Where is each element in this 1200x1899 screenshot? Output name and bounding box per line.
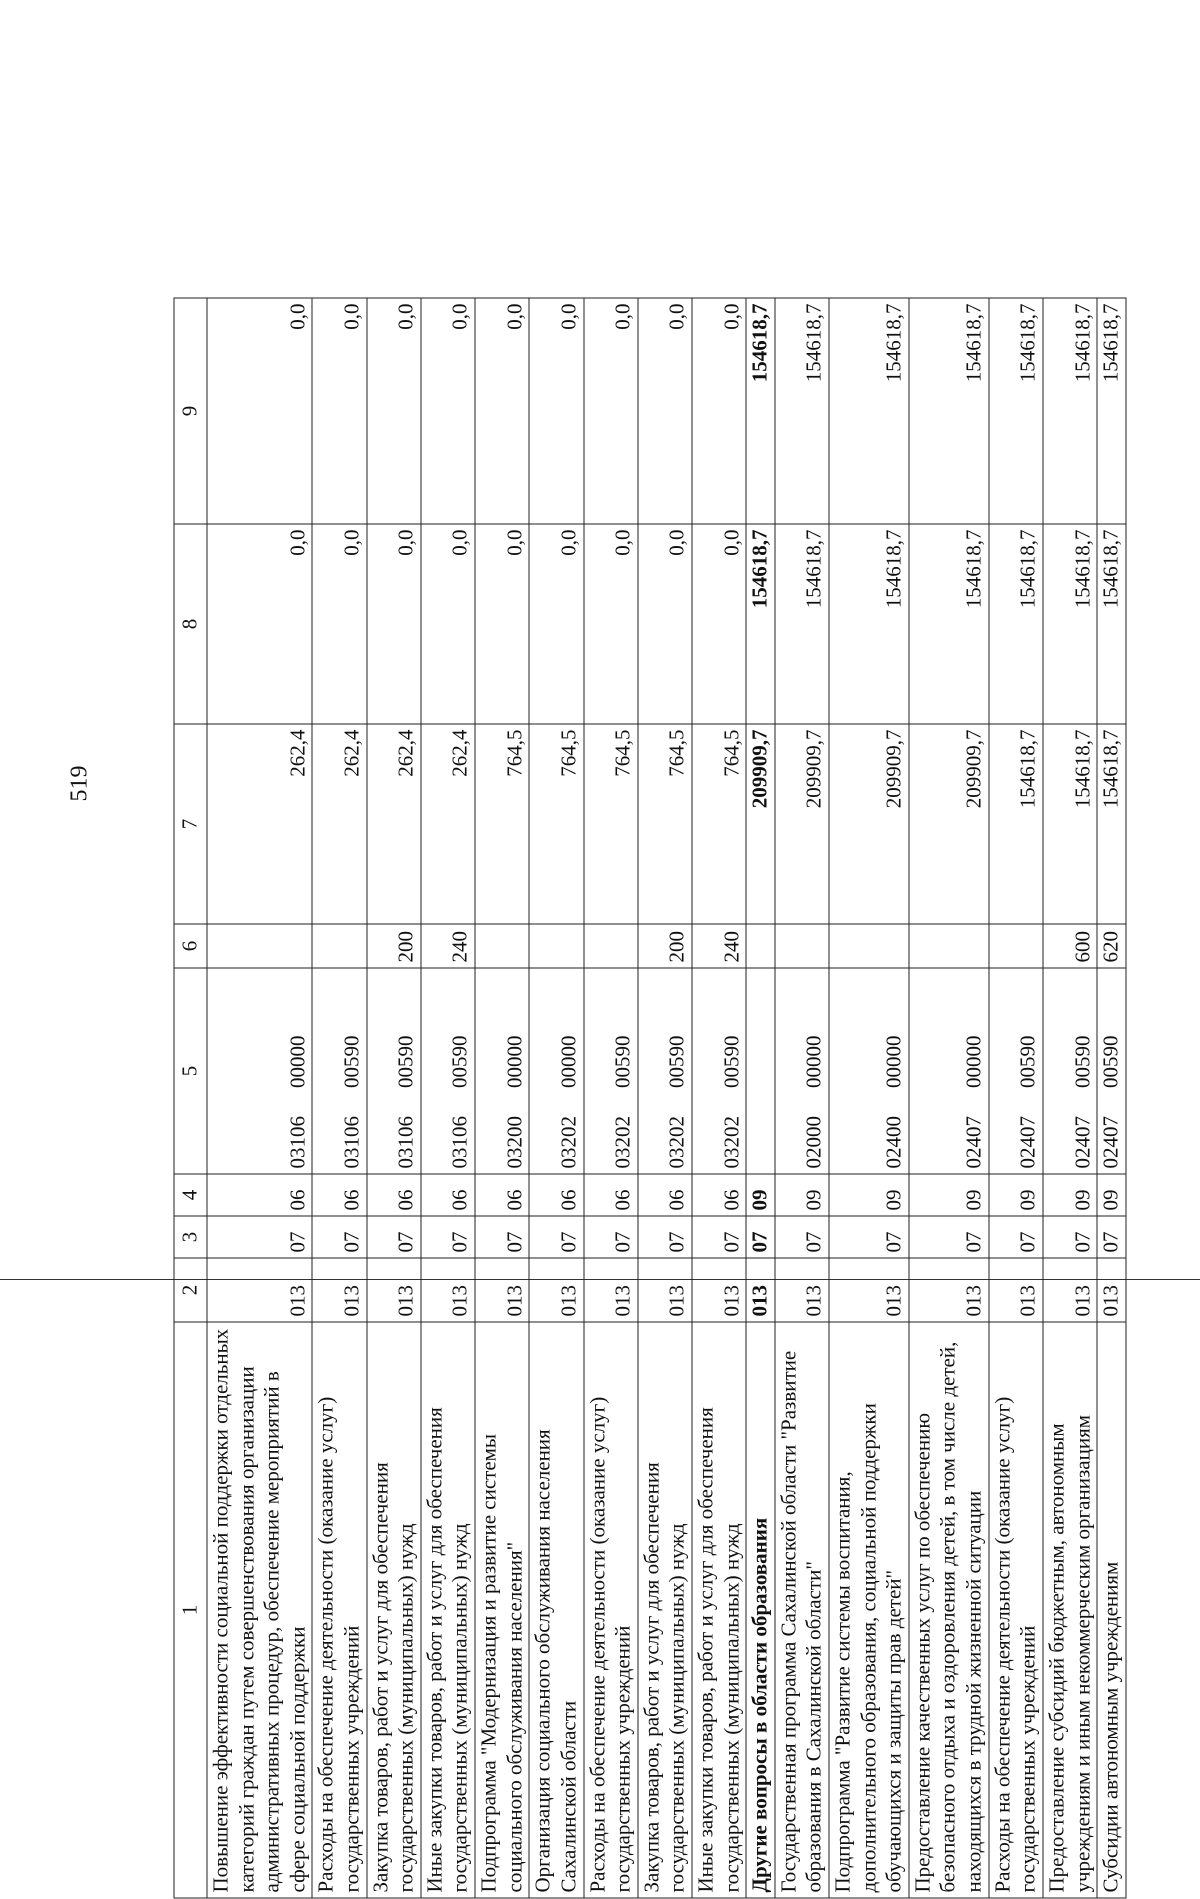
- section-code: 07: [367, 1216, 421, 1258]
- ministry-code: 013: [746, 1258, 775, 1322]
- amount-col8: 0,0: [207, 524, 312, 724]
- amount-col8: 154618,7: [775, 524, 829, 724]
- subsection-code: 06: [475, 1174, 529, 1216]
- expense-type-code: 240: [692, 924, 746, 968]
- amount-col9: 154618,7: [1043, 298, 1097, 524]
- amount-col7: 764,5: [638, 724, 692, 924]
- ministry-code: 013: [638, 1258, 692, 1322]
- amount-col9: 0,0: [367, 298, 421, 524]
- amount-col7: 154618,7: [1043, 724, 1097, 924]
- amount-col7: 262,4: [207, 724, 312, 924]
- col-header: 1: [174, 1322, 207, 1898]
- amount-col8: 154618,7: [909, 524, 989, 724]
- amount-col7: 764,5: [475, 724, 529, 924]
- target-article-program: 03200: [502, 1116, 527, 1169]
- target-article-direction: 00000: [502, 1035, 527, 1088]
- col-header: 5: [174, 968, 207, 1174]
- amount-col7: 209909,7: [829, 724, 909, 924]
- row-name: Иные закупки товаров, работ и услуг для обеспечения государственных (муниципальных) нужд: [421, 1322, 475, 1898]
- table-row: [746, 298, 775, 1898]
- amount-col7: 764,5: [584, 724, 638, 924]
- ministry-code: 013: [207, 1258, 312, 1322]
- col-header: 6: [174, 924, 207, 968]
- row-name: Государственная программа Сахалинской области "Развитие образования в Сахалинской области": [775, 1322, 829, 1898]
- table-row: [312, 298, 366, 1898]
- row-name: Повышение эффективности социальной поддержки отдельных категорий граждан путем совершенствования организации административных процедур, обеспечение мероприятий в сфере социальной поддержки: [207, 1322, 312, 1898]
- row-name: Расходы на обеспечение деятельности (оказание услуг) государственных учреждений: [989, 1322, 1043, 1898]
- row-name: Иные закупки товаров, работ и услуг для обеспечения государственных (муниципальных) нужд: [692, 1322, 746, 1898]
- target-article-code: [775, 968, 829, 1174]
- amount-col8: 154618,7: [829, 524, 909, 724]
- ministry-code: 013: [775, 1258, 829, 1322]
- target-article-code: [989, 968, 1043, 1174]
- expense-type-code: [207, 924, 312, 968]
- section-code: 07: [746, 1216, 775, 1258]
- amount-col9: 154618,7: [775, 298, 829, 524]
- section-code: 07: [829, 1216, 909, 1258]
- subsection-code: 09: [829, 1174, 909, 1216]
- amount-col7: 209909,7: [746, 724, 775, 924]
- row-name: Закупка товаров, работ и услуг для обеспечения государственных (муниципальных) нужд: [638, 1322, 692, 1898]
- target-article-program: 03202: [719, 1116, 744, 1169]
- table-row: [909, 298, 989, 1898]
- subsection-code: 06: [638, 1174, 692, 1216]
- amount-col9: 0,0: [312, 298, 366, 524]
- amount-col7: 764,5: [529, 724, 583, 924]
- target-article-direction: 00000: [801, 1035, 826, 1088]
- target-article-code: [829, 968, 909, 1174]
- expense-type-code: [775, 924, 829, 968]
- expense-type-code: [312, 924, 366, 968]
- target-article-direction: 00590: [1070, 1035, 1094, 1088]
- ministry-code: 013: [1097, 1258, 1126, 1322]
- target-article-direction: 00000: [881, 1035, 906, 1088]
- col-header: 7: [174, 724, 207, 924]
- table-row: [1043, 298, 1097, 1898]
- ministry-code: 013: [475, 1258, 529, 1322]
- row-name: Организация социального обслуживания населения Сахалинской области: [529, 1322, 583, 1898]
- target-article-code: [909, 968, 989, 1174]
- ministry-code: 013: [829, 1258, 909, 1322]
- section-code: 07: [989, 1216, 1043, 1258]
- row-name: Другие вопросы в области образования: [746, 1322, 775, 1898]
- ministry-code: 013: [529, 1258, 583, 1322]
- amount-col9: 154618,7: [829, 298, 909, 524]
- table-row: [475, 298, 529, 1898]
- row-name: Предоставление субсидий бюджетным, автономным учреждениям и иным некоммерческим организациям: [1043, 1322, 1097, 1898]
- amount-col8: 0,0: [529, 524, 583, 724]
- target-article-code: [638, 968, 692, 1174]
- amount-col8: 154618,7: [746, 524, 775, 724]
- expense-type-code: [829, 924, 909, 968]
- amount-col7: 262,4: [312, 724, 366, 924]
- target-article-program: 03106: [285, 1116, 310, 1169]
- target-article-program: 03106: [339, 1116, 364, 1169]
- col-header: 4: [174, 1174, 207, 1216]
- amount-col8: 0,0: [638, 524, 692, 724]
- target-article-program: 03202: [610, 1116, 635, 1169]
- amount-col7: 764,5: [692, 724, 746, 924]
- expense-type-code: [909, 924, 989, 968]
- ministry-code: 013: [909, 1258, 989, 1322]
- target-article-program: 03106: [447, 1116, 472, 1169]
- subsection-code: 06: [421, 1174, 475, 1216]
- amount-col8: 154618,7: [1043, 524, 1097, 724]
- amount-col8: 0,0: [312, 524, 366, 724]
- section-code: 07: [207, 1216, 312, 1258]
- expense-type-code: [989, 924, 1043, 968]
- subsection-code: 09: [746, 1174, 775, 1216]
- ministry-code: 013: [421, 1258, 475, 1322]
- subsection-code: 06: [692, 1174, 746, 1216]
- table-row: [584, 298, 638, 1898]
- target-article-program: 02407: [1015, 1116, 1040, 1169]
- section-code: 07: [529, 1216, 583, 1258]
- expense-type-code: 200: [367, 924, 421, 968]
- target-article-direction: 00590: [447, 1035, 472, 1088]
- col-header: 9: [174, 298, 207, 524]
- target-article-code: [529, 968, 583, 1174]
- subsection-code: 06: [207, 1174, 312, 1216]
- amount-col9: 0,0: [421, 298, 475, 524]
- section-code: 07: [1097, 1216, 1126, 1258]
- table-row: [367, 298, 421, 1898]
- section-code: 07: [584, 1216, 638, 1258]
- table-row: [829, 298, 909, 1898]
- target-article-program: 03106: [393, 1116, 418, 1169]
- target-article-code: [367, 968, 421, 1174]
- amount-col9: 0,0: [638, 298, 692, 524]
- expense-type-code: 200: [638, 924, 692, 968]
- table-row: [207, 298, 312, 1898]
- expense-type-code: [529, 924, 583, 968]
- budget-table: [174, 298, 1127, 1899]
- ministry-code: 013: [367, 1258, 421, 1322]
- section-code: 07: [312, 1216, 366, 1258]
- amount-col7: 154618,7: [989, 724, 1043, 924]
- target-article-direction: 00000: [285, 1035, 310, 1088]
- target-article-code: [312, 968, 366, 1174]
- section-code: 07: [638, 1216, 692, 1258]
- amount-col8: 0,0: [421, 524, 475, 724]
- amount-col8: 0,0: [475, 524, 529, 724]
- section-code: 07: [421, 1216, 475, 1258]
- target-article-program: 02400: [881, 1116, 906, 1169]
- subsection-code: 09: [1097, 1174, 1126, 1216]
- section-code: 07: [475, 1216, 529, 1258]
- subsection-code: 09: [775, 1174, 829, 1216]
- amount-col7: 262,4: [367, 724, 421, 924]
- page-number: 519: [66, 765, 93, 802]
- expense-type-code: 600: [1043, 924, 1097, 968]
- target-article-code: [1043, 968, 1097, 1174]
- section-code: 07: [909, 1216, 989, 1258]
- row-name: Расходы на обеспечение деятельности (оказание услуг) государственных учреждений: [312, 1322, 366, 1898]
- amount-col9: 154618,7: [1097, 298, 1126, 524]
- table-row: [421, 298, 475, 1898]
- amount-col7: 209909,7: [909, 724, 989, 924]
- section-code: 07: [1043, 1216, 1097, 1258]
- target-article-code: [475, 968, 529, 1174]
- expense-type-code: 620: [1097, 924, 1126, 968]
- amount-col9: 154618,7: [989, 298, 1043, 524]
- subsection-code: 06: [367, 1174, 421, 1216]
- table-row: [989, 298, 1043, 1898]
- amount-col9: 0,0: [584, 298, 638, 524]
- section-code: 07: [775, 1216, 829, 1258]
- column-number-row: [174, 298, 207, 1898]
- expense-type-code: 240: [421, 924, 475, 968]
- target-article-direction: 00590: [339, 1035, 364, 1088]
- amount-col7: 154618,7: [1097, 724, 1126, 924]
- target-article-program: 03202: [664, 1116, 689, 1169]
- ministry-code: 013: [1043, 1258, 1097, 1322]
- amount-col8: 0,0: [367, 524, 421, 724]
- subsection-code: 06: [529, 1174, 583, 1216]
- amount-col8: 0,0: [692, 524, 746, 724]
- amount-col8: 0,0: [584, 524, 638, 724]
- subsection-code: 09: [909, 1174, 989, 1216]
- target-article-program: 02407: [1070, 1116, 1094, 1169]
- table-row: [529, 298, 583, 1898]
- section-code: 07: [692, 1216, 746, 1258]
- amount-col9: 154618,7: [746, 298, 775, 524]
- table-row: [1097, 298, 1126, 1898]
- row-name: Подпрограмма "Развитие системы воспитания, дополнительного образования, социальной поддержки обучающихся и защиты прав детей": [829, 1322, 909, 1898]
- target-article-code: [1097, 968, 1126, 1174]
- target-article-program: 02000: [801, 1116, 826, 1169]
- target-article-direction: 00590: [1098, 1035, 1123, 1088]
- amount-col9: 154618,7: [909, 298, 989, 524]
- table-row: [692, 298, 746, 1898]
- amount-col9: 0,0: [529, 298, 583, 524]
- expense-type-code: [475, 924, 529, 968]
- target-article-code: [746, 968, 775, 1174]
- subsection-code: 06: [312, 1174, 366, 1216]
- col-header: 8: [174, 524, 207, 724]
- amount-col9: 0,0: [207, 298, 312, 524]
- rotated-table-sheet: [174, 299, 1121, 1899]
- ministry-code: 013: [312, 1258, 366, 1322]
- amount-col7: 262,4: [421, 724, 475, 924]
- target-article-program: 02407: [961, 1116, 986, 1169]
- amount-col9: 0,0: [692, 298, 746, 524]
- row-name: Предоставление качественных услуг по обеспечению безопасного отдыха и оздоровления детей, в том числе детей, находящихся в трудной жизненной ситуации: [909, 1322, 989, 1898]
- target-article-direction: 00590: [719, 1035, 744, 1088]
- row-name: Закупка товаров, работ и услуг для обеспечения государственных (муниципальных) нужд: [367, 1322, 421, 1898]
- ministry-code: 013: [692, 1258, 746, 1322]
- expense-type-code: [746, 924, 775, 968]
- target-article-code: [207, 968, 312, 1174]
- target-article-code: [421, 968, 475, 1174]
- amount-col7: 209909,7: [775, 724, 829, 924]
- row-name: Подпрограмма "Модернизация и развитие системы социального обслуживания населения": [475, 1322, 529, 1898]
- amount-col8: 154618,7: [989, 524, 1043, 724]
- amount-col9: 0,0: [475, 298, 529, 524]
- target-article-direction: 00590: [1015, 1035, 1040, 1088]
- target-article-program: 02407: [1098, 1116, 1123, 1169]
- col-header: 3: [174, 1216, 207, 1258]
- target-article-direction: 00590: [393, 1035, 418, 1088]
- target-article-direction: 00590: [610, 1035, 635, 1088]
- target-article-direction: 00590: [664, 1035, 689, 1088]
- target-article-direction: 00000: [556, 1035, 581, 1088]
- subsection-code: 06: [584, 1174, 638, 1216]
- target-article-code: [584, 968, 638, 1174]
- row-name: Расходы на обеспечение деятельности (оказание услуг) государственных учреждений: [584, 1322, 638, 1898]
- table-row: [775, 298, 829, 1898]
- subsection-code: 09: [989, 1174, 1043, 1216]
- amount-col8: 154618,7: [1097, 524, 1126, 724]
- table-row: [638, 298, 692, 1898]
- col-header: 2: [174, 1258, 207, 1322]
- target-article-code: [692, 968, 746, 1174]
- target-article-direction: 00000: [961, 1035, 986, 1088]
- ministry-code: 013: [989, 1258, 1043, 1322]
- subsection-code: 09: [1043, 1174, 1097, 1216]
- expense-type-code: [584, 924, 638, 968]
- row-name: Субсидии автономным учреждениям: [1097, 1322, 1126, 1898]
- ministry-code: 013: [584, 1258, 638, 1322]
- target-article-program: 03202: [556, 1116, 581, 1169]
